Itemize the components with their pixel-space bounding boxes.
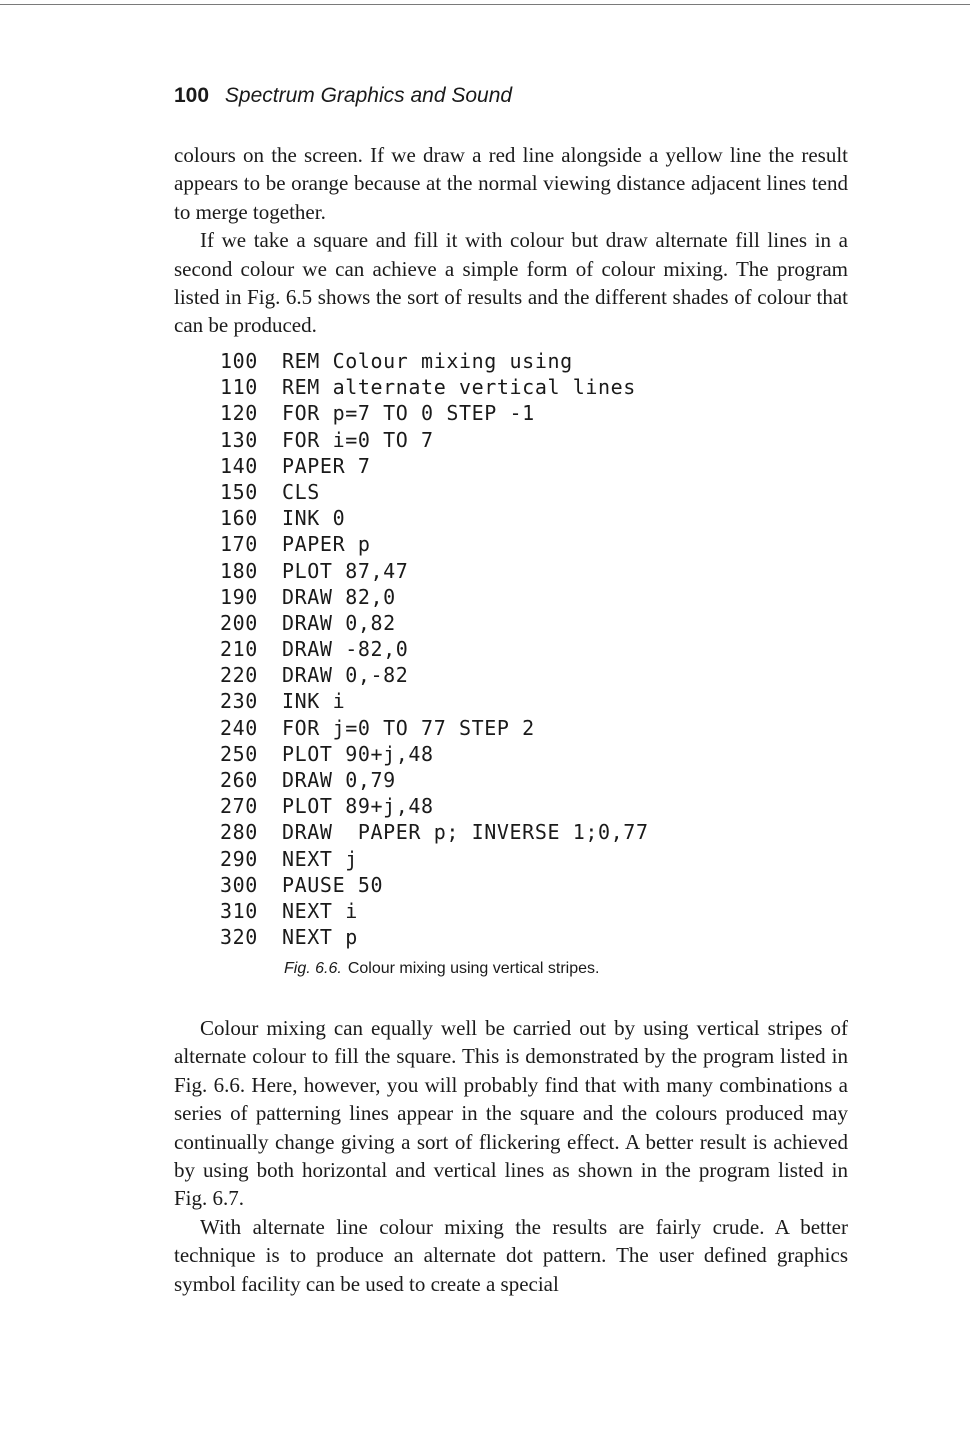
line-number: 180 [220,558,258,583]
code-line [220,531,649,557]
code-statement: DRAW -82,0 [282,637,409,662]
line-number: 140 [220,453,258,478]
code-line [220,400,649,426]
line-number: 270 [220,794,258,819]
line-number: 260 [220,768,258,792]
line-number: 190 [220,584,258,609]
code-statement: DRAW 0,82 [282,610,396,635]
program-listing [220,348,649,950]
paragraph: colours on the screen. If we draw a red line alongside a yellow line the result appears to be orange because at the normal viewing distance adjacent lines tend to merge together. [174,143,848,224]
line-number: 230 [220,689,258,714]
code-line [220,688,649,714]
top-rule [0,4,970,5]
page-header [174,82,512,110]
code-line [220,767,649,793]
closing-text [174,1014,848,1298]
code-line [220,741,649,767]
line-number: 150 [220,479,258,504]
line-number: 160 [220,506,258,531]
code-statement: PLOT 89+j,48 [282,794,434,819]
code-line [220,427,649,453]
line-number: 280 [220,820,258,845]
code-statement: FOR i=0 TO 7 [282,427,434,452]
code-statement: NEXT p [282,925,358,950]
code-statement: NEXT j [282,846,358,871]
line-number: 300 [220,872,258,897]
code-statement: INK 0 [282,506,346,531]
code-line [220,924,649,950]
code-statement: REM alternate vertical lines [282,375,636,400]
page-number: 100 [174,84,210,107]
code-line [220,374,649,400]
code-statement: PAPER 7 [282,453,371,478]
code-statement: FOR p=7 TO 0 STEP -1 [282,401,535,426]
line-number: 250 [220,741,258,766]
code-line [220,610,649,636]
line-number: 130 [220,427,258,452]
running-title: Spectrum Graphics and Sound [224,84,513,107]
line-number: 240 [220,715,258,740]
code-line [220,872,649,898]
code-statement: PAUSE 50 [282,872,384,897]
intro-text [174,141,848,340]
code-line [220,846,649,872]
code-line [220,662,649,688]
figure-label: Fig. 6.6. [284,960,342,977]
code-line [220,558,649,584]
line-number: 200 [220,610,258,635]
code-statement: PAPER p [282,532,371,557]
code-statement: FOR j=0 TO 77 STEP 2 [282,715,535,740]
code-statement: PLOT 87,47 [282,558,409,583]
line-number: 120 [220,401,258,426]
line-number: 310 [220,898,258,923]
code-line [220,793,649,819]
code-line [220,715,649,741]
line-number: 320 [220,925,258,950]
code-statement: DRAW 0,79 [282,768,396,792]
code-line [220,505,649,531]
code-line [220,636,649,662]
figure-caption-text: Colour mixing using vertical stripes. [347,960,600,977]
code-line [220,584,649,610]
code-statement: DRAW 82,0 [282,584,396,609]
line-number: 210 [220,637,258,662]
code-statement: INK i [282,689,346,714]
paragraph: With alternate line colour mixing the results are fairly crude. A better technique is to produce an alternate dot pattern. The user defined graphics symbol facility can be used to create a special [174,1214,848,1296]
code-line [220,453,649,479]
line-number: 170 [220,532,258,557]
code-statement: CLS [282,479,320,504]
line-number: 110 [220,375,258,400]
line-number: 220 [220,663,258,688]
code-statement: NEXT i [282,898,358,923]
code-statement: PLOT 90+j,48 [282,741,434,766]
code-line [220,348,649,374]
code-statement: REM Colour mixing using [282,349,573,373]
code-line [220,819,649,845]
line-number: 100 [220,349,258,373]
code-line [220,479,649,505]
paragraph: Colour mixing can equally well be carried out by using vertical stripes of alternate colour to fill the square. This is demonstrated by the program listed in Fig. 6.6. Here, however, you will probably find that with many combinations a series of patterning lines appear in the square and the colours produced may continually change giving a sort of flickering effect. A better result is achieved by using both horizontal and vertical lines as shown in the program listed in Fig. 6.7. [174,1016,848,1211]
line-number: 290 [220,846,258,871]
code-statement: DRAW 0,-82 [282,663,409,688]
code-line [220,898,649,924]
paragraph: If we take a square and fill it with colour but draw alternate fill lines in a second colour we can achieve a simple form of colour mixing. The program listed in Fig. 6.5 shows the sort of results and the different shades of colour that can be produced. [174,228,848,338]
figure-caption [284,958,599,980]
code-statement: DRAW PAPER p; INVERSE 1;0,77 [282,820,649,845]
